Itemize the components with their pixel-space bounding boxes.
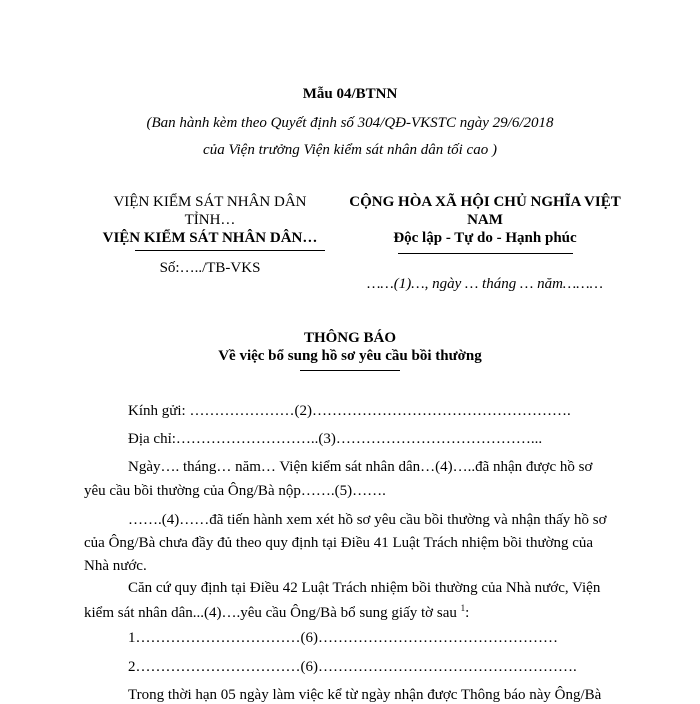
notice-title: THÔNG BÁO [303,330,397,346]
paragraph3-line2 [84,603,469,622]
motto-underline [398,253,573,254]
paragraph2-line1: …….(4)……đã tiến hành xem xét hồ sơ yêu cầu bồi thường và nhận thấy hồ sơ [128,512,607,528]
place-date: ……(1)…, ngày … tháng … năm……… [367,276,603,292]
paragraph4-line1: Trong thời hạn 05 ngày làm việc kể từ ngày nhận được Thông báo này Ông/Bà [128,687,602,703]
notice-subtitle: Về việc bổ sung hồ sơ yêu cầu bồi thường [218,348,482,364]
agency-line2: TỈNH… [184,212,236,228]
issued-note-line1: (Ban hành kèm theo Quyết định số 304/QĐ-VKSTC ngày 29/6/2018 [146,115,554,131]
issued-note-line2: của Viện trưởng Viện kiểm sát nhân dân tối cao ) [203,142,497,158]
form-code: Mẫu 04/BTNN [302,86,398,102]
list-item-2: 2……………………………(6)……………………………………………. [128,659,577,675]
paragraph3-line2-text: kiểm sát nhân dân...(4)….yêu cầu Ông/Bà bổ sung giấy tờ sau [84,605,461,621]
paragraph3-line1: Căn cứ quy định tại Điều 42 Luật Trách nhiệm bồi thường của Nhà nước, Viện [128,580,601,596]
paragraph1-line1: Ngày…. tháng… năm… Viện kiểm sát nhân dân…(4)…..đã nhận được hồ sơ [128,459,593,475]
footnote-marker: 1 [460,603,466,613]
paragraph2-line2: của Ông/Bà chưa đầy đủ theo quy định tại Điều 41 Luật Trách nhiệm bồi thường của [84,535,594,551]
paragraph3-line2-tail: : [465,605,470,621]
agency-line3: VIỆN KIỂM SÁT NHÂN DÂN… [102,230,318,246]
agency-underline [135,250,325,251]
agency-line1: VIỆN KIỂM SÁT NHÂN DÂN [113,194,307,210]
title-underline [300,370,400,371]
paragraph1-line2: yêu cầu bồi thường của Ông/Bà nộp…….(5)……. [84,483,386,499]
list-item-1: 1……………………………(6)………………………………………… [128,630,558,646]
nation-line1: CỘNG HÒA XÃ HỘI CHỦ NGHĨA VIỆT [349,194,621,210]
paragraph2-line3: Nhà nước. [84,558,147,574]
document-number: Số:…../TB-VKS [159,260,261,276]
recipient-line: Kính gửi: …………………(2)……………………………………………. [128,403,571,419]
nation-line2: NAM [467,212,503,228]
address-line: Địa chỉ:………………………..(3)…………………………………... [128,431,543,447]
motto: Độc lập - Tự do - Hạnh phúc [393,230,577,246]
